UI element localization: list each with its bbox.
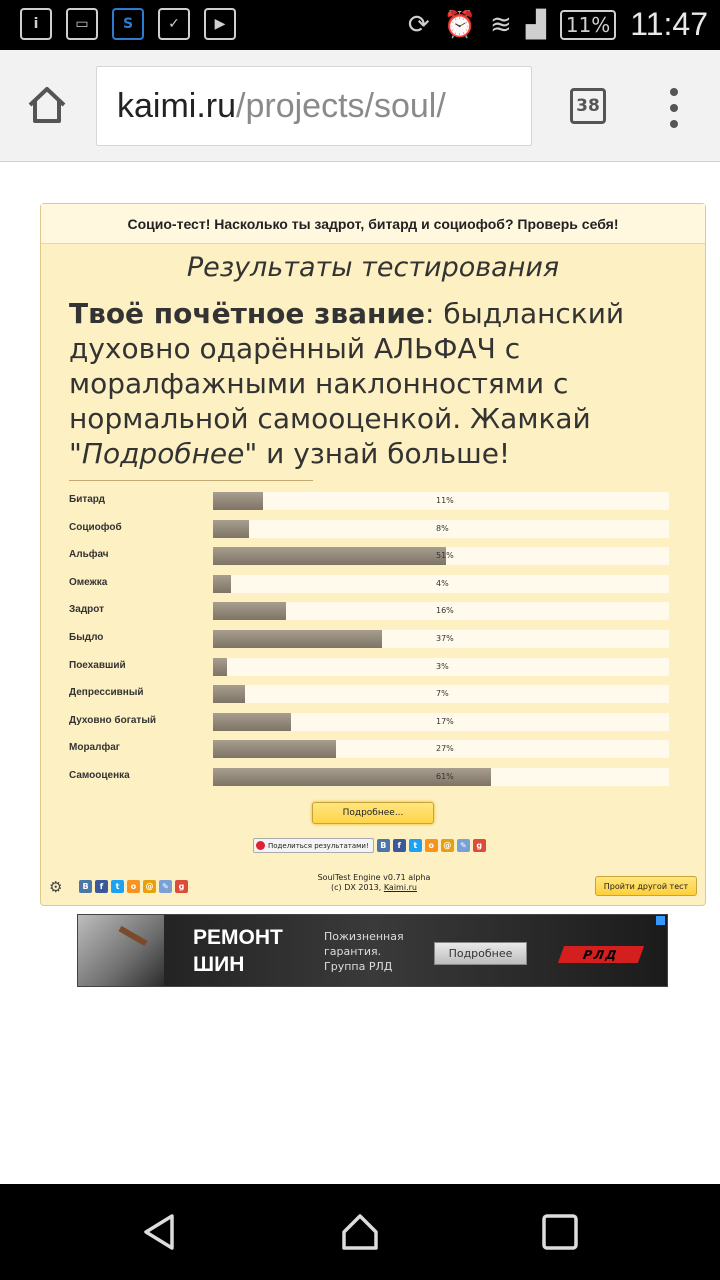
stat-bar [213,520,249,538]
share-row [253,838,486,853]
ad-sub-line3: Группа РЛД [324,960,393,973]
facebook-icon[interactable]: f [95,880,108,893]
gear-icon[interactable]: ⚙ [49,878,63,896]
stat-bar-track [213,602,669,620]
ad-sub-line2: гарантия. [324,945,382,958]
stat-label: Моралфаг [69,742,120,754]
home-icon[interactable] [26,84,68,126]
verdict-end: " и узнай больше! [244,437,511,470]
stat-row [69,683,669,711]
stat-label: Духовно богатый [69,714,157,726]
stat-row [69,573,669,601]
twitter-icon[interactable]: t [409,839,422,852]
mailru-icon[interactable]: @ [441,839,454,852]
stat-row [69,600,669,628]
stat-bar-track [213,492,669,510]
ad-banner[interactable] [77,914,668,987]
stat-percent: 3% [436,661,449,671]
stat-row [69,628,669,656]
stat-bar [213,492,263,510]
ad-sub-line1: Пожизненная [324,930,404,943]
divider [69,480,313,481]
stat-bar [213,602,286,620]
navigation-bar [0,1184,720,1280]
browser-toolbar [0,50,720,162]
stat-label: Быдло [69,631,104,643]
stat-bar-track [213,713,669,731]
verdict-text [69,296,679,471]
stat-label: Битард [69,494,106,505]
results-title: Результаты тестирования [186,252,560,283]
stat-row [69,766,669,794]
stat-label: Поехавший [69,659,126,671]
verdict-title: Твоё почётное звание [69,297,425,330]
stat-bar-track [213,740,669,758]
stat-bar-track [213,547,669,565]
facebook-icon[interactable]: f [393,839,406,852]
stat-bar-track [213,630,669,648]
status-bar [0,0,720,50]
card-footer [49,873,699,900]
stat-bar [213,685,245,703]
url-host: kaimi.ru [117,86,237,125]
ad-more-button[interactable]: Подробнее [434,942,527,965]
googleplus-icon[interactable]: g [473,839,486,852]
recents-icon[interactable] [540,1212,580,1252]
stat-percent: 4% [436,578,449,588]
stat-percent: 61% [436,771,454,781]
battery-indicator: 11% [560,10,616,40]
stat-label: Задрот [69,604,105,616]
overlay-icon: ▭ [66,8,98,40]
stat-bar-track [213,768,669,786]
kaimi-link[interactable]: Kaimi.ru [383,883,417,892]
tab-switcher-button[interactable]: 38 [570,88,606,124]
stat-row [69,545,669,573]
share-icon [256,841,265,850]
stat-percent: 27% [436,744,454,754]
ad-title [193,924,283,978]
stat-bar [213,713,291,731]
vk-icon[interactable]: В [377,839,390,852]
home-nav-icon[interactable] [340,1212,380,1252]
share-label: Поделиться результатами! [268,841,369,850]
verdict-body: : быдланский духовно одарённый АЛЬФАЧ с моралфажными наклонностями с нормальной самооценкой. Жамкай " [69,297,625,470]
twitter-icon[interactable]: t [111,880,124,893]
ad-logo: РЛД [558,946,644,963]
livejournal-icon[interactable]: ✎ [457,839,470,852]
stats-list [69,490,669,794]
test-header: Социо-тест! Насколько ты задрот, битард и социофоб? Проверь себя! [41,204,705,244]
other-test-button[interactable]: Пройти другой тест [595,876,697,896]
stat-bar-track [213,520,669,538]
app-icon: S [112,8,144,40]
stat-percent: 37% [436,633,454,643]
livejournal-icon[interactable]: ✎ [159,880,172,893]
stat-row [69,656,669,684]
system-icons [408,6,708,43]
stat-percent: 8% [436,523,449,533]
stat-bar [213,575,231,593]
back-icon[interactable] [140,1212,180,1252]
odnoklassniki-icon[interactable]: о [127,880,140,893]
stat-bar [213,740,336,758]
stat-bar-track [213,685,669,703]
stat-bar [213,658,227,676]
tire-image [78,915,164,987]
googleplus-icon[interactable]: g [175,880,188,893]
stat-percent: 11% [436,496,454,505]
signal-icon: ▟ [525,9,546,40]
vk-icon[interactable]: В [79,880,92,893]
stat-bar [213,547,446,565]
stat-bar-track [213,575,669,593]
stat-bar [213,630,382,648]
stat-row [69,711,669,739]
stat-label: Социофоб [69,521,122,533]
alarm-icon: ⏰ [443,9,477,40]
ad-title-line2: ШИН [193,953,245,976]
stat-label: Омежка [69,576,108,588]
stat-percent: 7% [436,689,449,699]
ad-subtitle [324,929,404,974]
stat-row [69,738,669,766]
clipboard-icon: ✓ [158,8,190,40]
ad-title-line1: РЕМОНТ [193,926,283,949]
stat-percent: 16% [436,606,454,616]
ad-choices-icon[interactable] [656,916,665,925]
overflow-menu-icon[interactable] [664,88,684,128]
url-path: /projects/soul/ [236,86,446,125]
wifi-icon: ≋ [490,9,512,40]
more-details-button[interactable]: Подробнее... [312,802,434,824]
stat-bar-track [213,658,669,676]
play-store-icon: ▶ [204,8,236,40]
stat-label: Самооценка [69,769,130,781]
mailru-icon[interactable]: @ [143,880,156,893]
stat-row [69,518,669,546]
verdict-link: Подробнее [81,437,245,470]
stat-label: Депрессивный [69,687,144,699]
stat-percent: 51% [436,551,454,561]
rotation-icon: ⟳ [407,9,430,40]
url-bar[interactable] [96,66,532,146]
stat-label: Альфач [69,549,109,561]
odnoklassniki-icon[interactable]: о [425,839,438,852]
share-results-button[interactable] [253,838,374,853]
clock: 11:47 [630,6,708,42]
stat-percent: 17% [436,716,454,726]
info-icon: i [20,8,52,40]
stat-row [69,490,669,518]
notification-icons [20,8,236,40]
engine-copyright: (c) DX 2013, [331,883,384,892]
engine-version: SoulTest Engine v0.71 alpha [317,873,431,882]
test-result-card [40,203,706,906]
